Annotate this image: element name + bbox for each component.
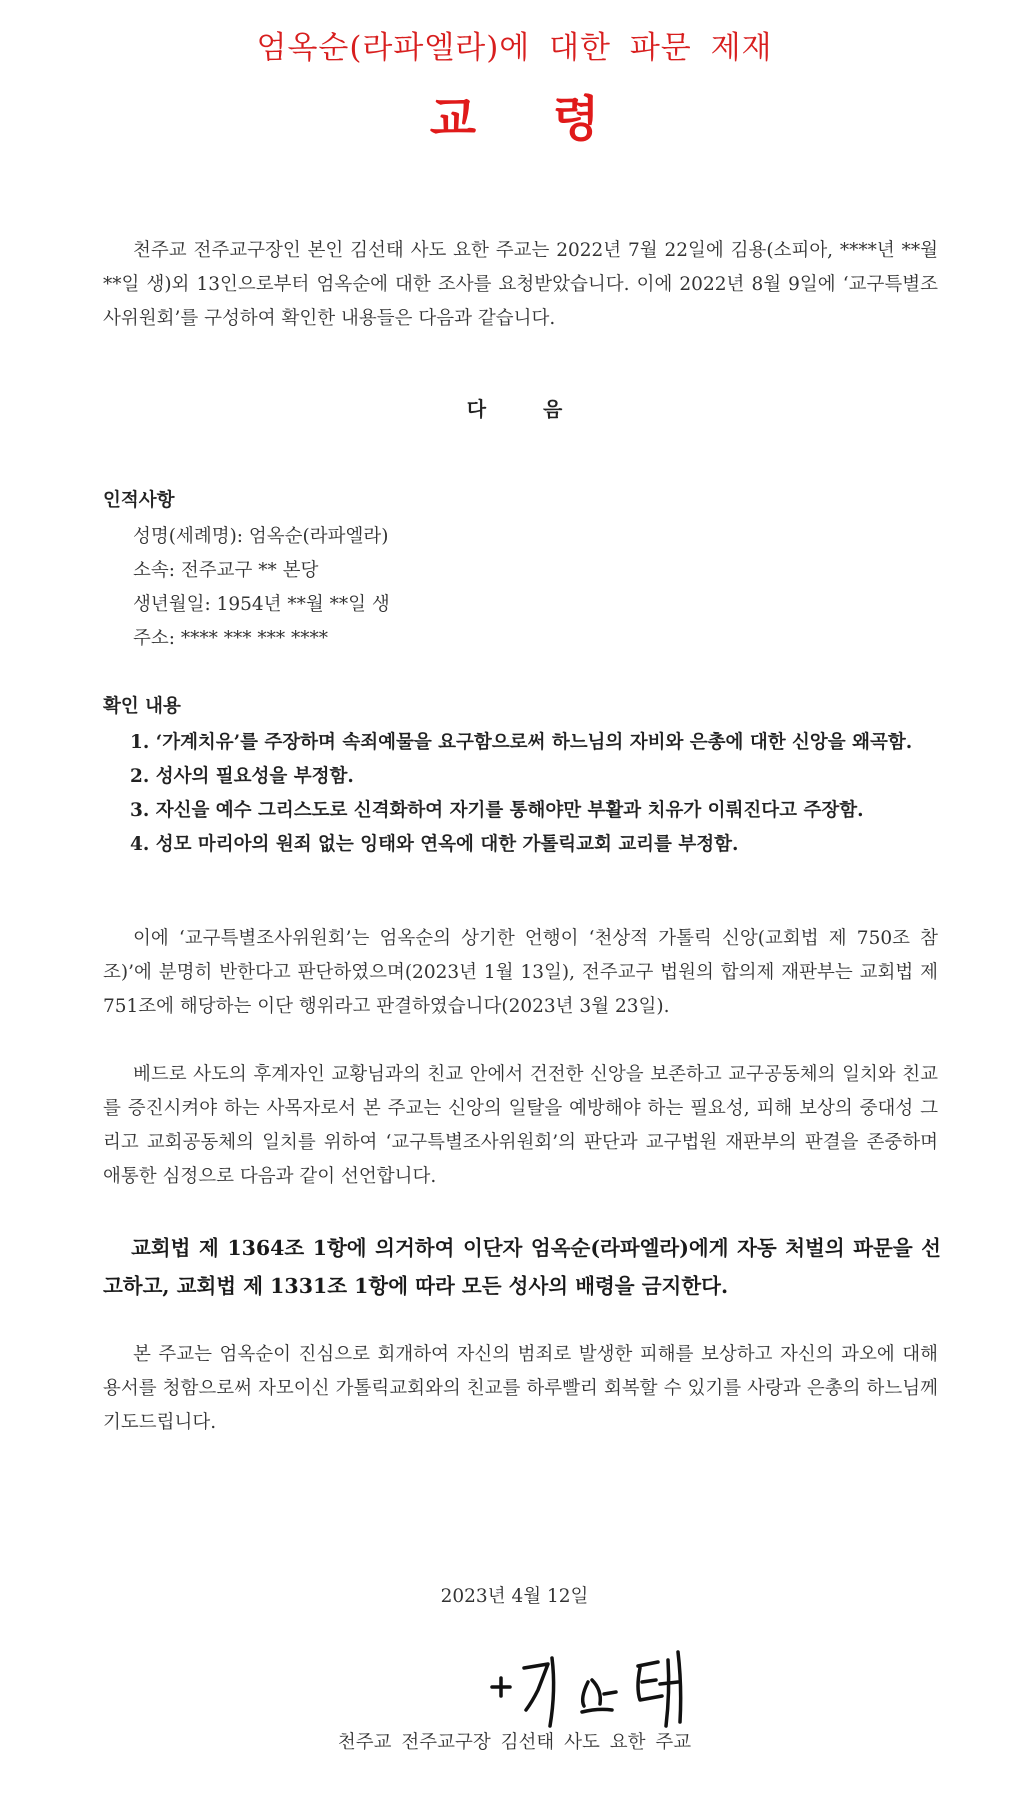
personal-info-heading: 인적사항 (103, 490, 175, 511)
confirm-item: 2. 성사의 필요성을 부정함. (130, 766, 354, 787)
confirm-heading: 확인 내용 (103, 696, 181, 717)
section-heading-center: 다 음 (466, 397, 563, 421)
signer-name: 천주교 전주교구장 김선태 사도 요한 주교 (337, 1732, 692, 1753)
declaration-paragraph: 교회법 제 1364조 1항에 의거하여 이단자 엄옥순(라파엘라)에게 자동 처벌의 파문을 선고하고, 교회법 제 1331조 1항에 따라 모든 성사의 배령을 금지한다. (103, 1236, 941, 1298)
confirm-item: 4. 성모 마리아의 원죄 없는 잉태와 연옥에 대한 가톨릭교회 교리를 부정함. (130, 834, 739, 855)
confirm-item: 1. ‘가계치유’를 주장하며 속죄예물을 요구함으로써 하느님의 자비와 은총에 대한 신앙을 왜곡함. (130, 732, 913, 753)
document-date: 2023년 4월 12일 (440, 1586, 589, 1607)
personal-info-parish: 소속: 전주교구 ** 본당 (133, 560, 319, 581)
personal-info-birthdate: 생년월일: 1954년 **월 **일 생 (133, 594, 390, 615)
bishop-signature-image (480, 1640, 710, 1730)
reason-paragraph: 베드로 사도의 후계자인 교황님과의 친교 안에서 건전한 신앙을 보존하고 교구공동체의 일치와 친교를 증진시켜야 하는 사목자로서 본 주교는 신앙의 일탈을 예방해야 하는 필요성, 피해 보상의 중대성 그리고 교회공동체의 일치를 위하여 ‘교구특별조사위원회’의 판단과 교구법원 재판부의 판결을 존중하며 애통한 심정으로 다음과 같이 선언합니다. (103, 1064, 938, 1187)
confirm-list (130, 726, 940, 862)
intro-paragraph: 천주교 전주교구장인 본인 김선태 사도 요한 주교는 2022년 7월 22일에 김용(소피아, ****년 **월 **일 생)외 13인으로부터 엄옥순에 대한 조사를 요청받았습니다. 이에 2022년 8월 9일에 ‘교구특별조사위원회’를 구성하여 확인한 내용들은 다음과 같습니다. (103, 240, 938, 329)
confirm-item: 3. 자신을 예수 그리스도로 신격화하여 자기를 통해야만 부활과 치유가 이뤄진다고 주장함. (130, 800, 864, 821)
personal-info-name: 성명(세례명): 엄옥순(라파엘라) (133, 526, 389, 547)
personal-info-list (133, 520, 390, 656)
document-subtitle: 교 령 (429, 91, 600, 147)
prayer-paragraph: 본 주교는 엄옥순이 진심으로 회개하여 자신의 범죄로 발생한 피해를 보상하고 자신의 과오에 대해 용서를 청함으로써 자모이신 가톨릭교회와의 친교를 하루빨리 회복할 수 있기를 사랑과 은총의 하느님께 기도드립니다. (103, 1344, 938, 1433)
document-title: 엄옥순(라파엘라)에 대한 파문 제재 (256, 30, 773, 66)
judgment-paragraph: 이에 ‘교구특별조사위원회’는 엄옥순의 상기한 언행이 ‘천상적 가톨릭 신앙(교회법 제 750조 참조)’에 분명히 반한다고 판단하였으며(2023년 1월 13일), 전주교구 법원의 합의제 재판부는 교회법 제 751조에 해당하는 이단 행위라고 판결하였습니다(2023년 3월 23일). (103, 928, 938, 1017)
personal-info-address: 주소: **** *** *** **** (133, 628, 328, 649)
